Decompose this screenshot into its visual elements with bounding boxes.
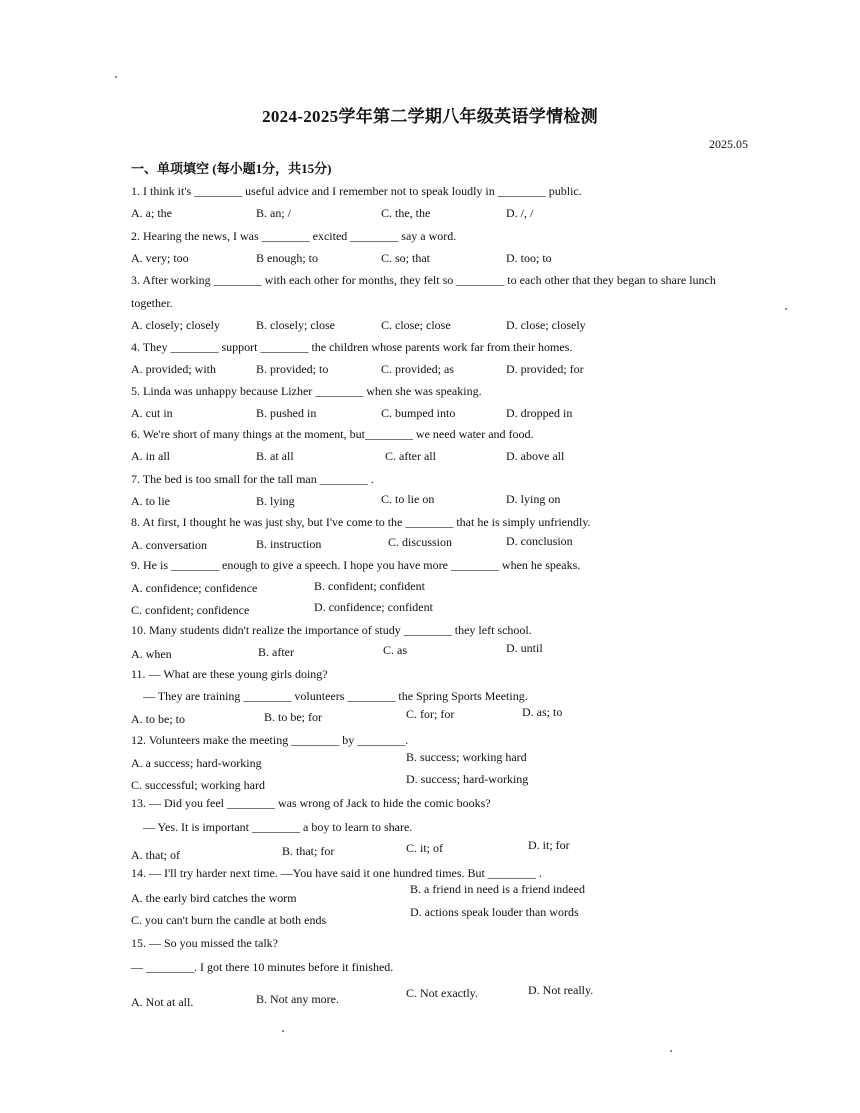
question-9-stem: 9. He is ________ enough to give a speech. I hope you have more ________ when he speaks.	[131, 558, 581, 572]
q14-option-c: C. you can't burn the candle at both ends	[131, 913, 327, 927]
q5-option-b: B. pushed in	[256, 406, 317, 420]
question-4-stem: 4. They ________ support ________ the children whose parents work far from their homes.	[131, 340, 573, 354]
q11-option-c: C. for; for	[406, 707, 455, 721]
q12-option-d: D. success; hard-working	[406, 772, 529, 786]
q8-option-b: B. instruction	[256, 537, 322, 551]
q7-option-a: A. to lie	[131, 494, 170, 508]
q13-option-d: D. it; for	[528, 838, 570, 852]
question-1-stem: 1. I think it's ________ useful advice and I remember not to speak loudly in ________ public.	[131, 184, 582, 198]
q15-option-a: A. Not at all.	[131, 995, 194, 1009]
q1-option-b: B. an; /	[256, 206, 291, 220]
question-8-stem: 8. At first, I thought he was just shy, but I've come to the ________ that he is simply unfriendly.	[131, 515, 591, 529]
q14-option-a: A. the early bird catches the worm	[131, 891, 297, 905]
q12-option-c: C. successful; working hard	[131, 778, 265, 792]
q1-option-c: C. the, the	[381, 206, 431, 220]
q11-option-b: B. to be; for	[264, 710, 322, 724]
exam-title: 2024-2025学年第二学期八年级英语学情检测	[262, 107, 598, 126]
q13-option-a: A. that; of	[131, 848, 180, 862]
question-15-stem: 15. — So you missed the talk?	[131, 936, 278, 950]
q11-option-a: A. to be; to	[131, 712, 185, 726]
q12-option-a: A. a success; hard-working	[131, 756, 262, 770]
question-7-stem: 7. The bed is too small for the tall man ________ .	[131, 472, 374, 486]
q2-option-a: A. very; too	[131, 251, 189, 265]
question-14-stem: 14. — I'll try harder next time. —You have said it one hundred times. But ________ .	[131, 866, 542, 880]
q8-option-d: D. conclusion	[506, 534, 573, 548]
q7-option-b: B. lying	[256, 494, 295, 508]
q2-option-b: B enough; to	[256, 251, 318, 265]
q10-option-a: A. when	[131, 647, 172, 661]
q12-option-b: B. success; working hard	[406, 750, 527, 764]
question-13-stem-reply: — Yes. It is important ________ a boy to learn to share.	[143, 820, 413, 834]
question-10-stem: 10. Many students didn't realize the importance of study ________ they left school.	[131, 623, 532, 637]
q1-option-a: A. a; the	[131, 206, 172, 220]
q6-option-c: C. after all	[385, 449, 436, 463]
question-5-stem: 5. Linda was unhappy because Lizher ________ when she was speaking.	[131, 384, 482, 398]
q4-option-c: C. provided; as	[381, 362, 454, 376]
q3-option-c: C. close; close	[381, 318, 451, 332]
q7-option-d: D. lying on	[506, 492, 561, 506]
q3-option-a: A. closely; closely	[131, 318, 220, 332]
q3-option-b: B. closely; close	[256, 318, 335, 332]
q14-option-b: B. a friend in need is a friend indeed	[410, 882, 585, 896]
question-3-stem: 3. After working ________ with each other for months, they felt so ________ to each other that they began to share lunch	[131, 273, 716, 287]
section-heading: 一、单项填空 (每小题1分，共15分)	[131, 161, 332, 176]
question-12-stem: 12. Volunteers make the meeting ________ by ________.	[131, 733, 409, 747]
question-11-stem-reply: — They are training ________ volunteers ________ the Spring Sports Meeting.	[143, 689, 528, 703]
q4-option-b: B. provided; to	[256, 362, 329, 376]
q9-option-d: D. confidence; confident	[314, 600, 433, 614]
q13-option-c: C. it; of	[406, 841, 444, 855]
q5-option-a: A. cut in	[131, 406, 173, 420]
q10-option-c: C. as	[383, 643, 407, 657]
question-13-stem: 13. — Did you feel ________ was wrong of Jack to hide the comic books?	[131, 796, 491, 810]
q15-option-d: D. Not really.	[528, 983, 594, 997]
q8-option-a: A. conversation	[131, 538, 207, 552]
question-15-stem-reply: — ________. I got there 10 minutes before it finished.	[131, 960, 394, 974]
scan-speck	[282, 1030, 284, 1032]
question-3-stem-cont: together.	[131, 296, 173, 310]
q10-option-d: D. until	[506, 641, 543, 655]
q2-option-d: D. too; to	[506, 251, 552, 265]
q3-option-d: D. close; closely	[506, 318, 586, 332]
q5-option-c: C. bumped into	[381, 406, 456, 420]
q7-option-c: C. to lie on	[381, 492, 435, 506]
q9-option-c: C. confident; confidence	[131, 603, 250, 617]
q6-option-b: B. at all	[256, 449, 294, 463]
q6-option-d: D. above all	[506, 449, 565, 463]
q14-option-d: D. actions speak louder than words	[410, 905, 579, 919]
q9-option-b: B. confident; confident	[314, 579, 425, 593]
q4-option-d: D. provided; for	[506, 362, 584, 376]
scan-speck	[785, 308, 787, 310]
scan-speck	[115, 76, 117, 78]
exam-date: 2025.05	[709, 137, 748, 151]
q15-option-b: B. Not any more.	[256, 992, 339, 1006]
q6-option-a: A. in all	[131, 449, 170, 463]
q1-option-d: D. /, /	[506, 206, 534, 220]
scan-speck	[670, 1050, 672, 1052]
q8-option-c: C. discussion	[388, 535, 453, 549]
q2-option-c: C. so; that	[381, 251, 431, 265]
q11-option-d: D. as; to	[522, 705, 563, 719]
question-11-stem: 11. — What are these young girls doing?	[131, 667, 328, 681]
q4-option-a: A. provided; with	[131, 362, 216, 376]
q5-option-d: D. dropped in	[506, 406, 573, 420]
question-2-stem: 2. Hearing the news, I was ________ excited ________ say a word.	[131, 229, 457, 243]
q9-option-a: A. confidence; confidence	[131, 581, 258, 595]
q13-option-b: B. that; for	[282, 844, 335, 858]
question-6-stem: 6. We're short of many things at the moment, but________ we need water and food.	[131, 427, 534, 441]
q10-option-b: B. after	[258, 645, 294, 659]
q15-option-c: C. Not exactly.	[406, 986, 478, 1000]
